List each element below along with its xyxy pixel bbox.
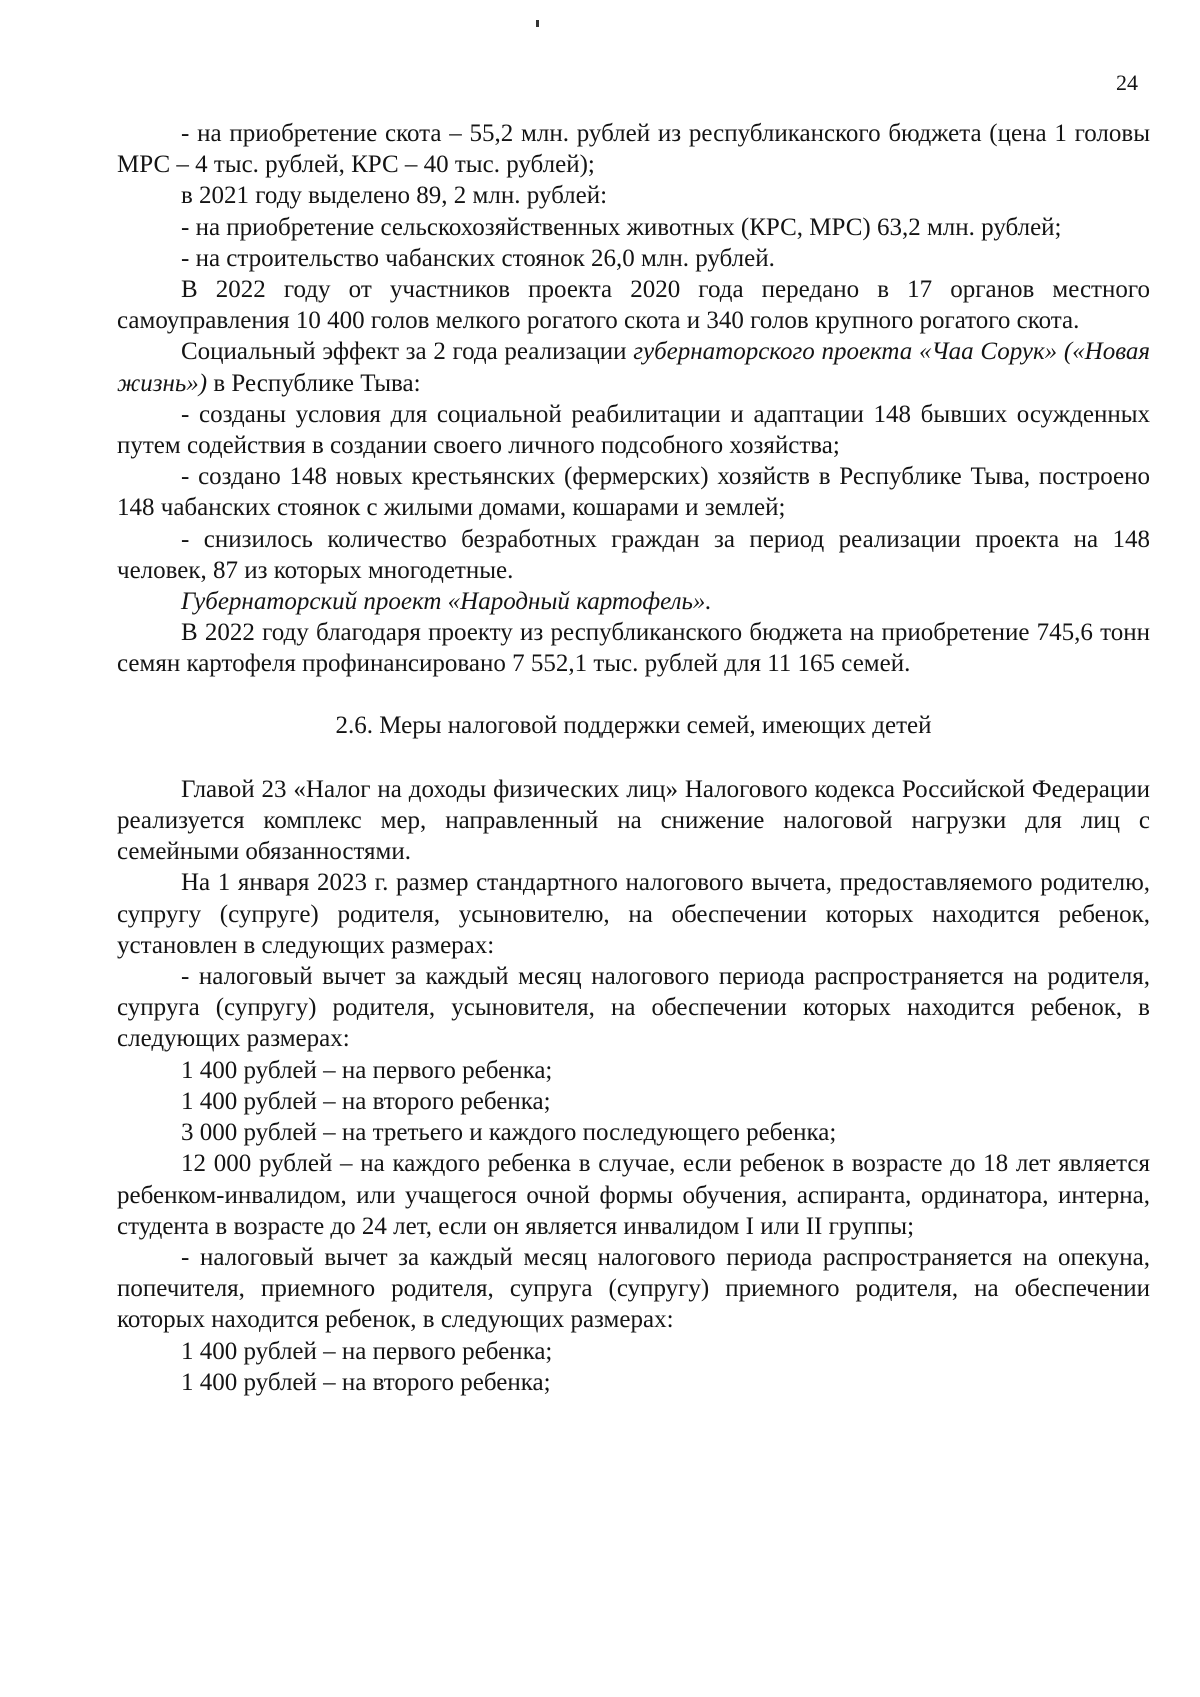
paragraph: В 2022 году благодаря проекту из республиканского бюджета на приобретение 745,6 тонн семян картофеля профинансировано 7 552,1 тыс. рублей для 11 165 семей.: [117, 619, 1150, 678]
paragraph: В 2022 году от участников проекта 2020 года передано в 17 органов местного самоуправления 10 400 голов мелкого рогатого скота и 340 голов крупного рогатого скота.: [117, 276, 1150, 335]
social-effect-lead: Социальный эффект за 2 года реализации: [181, 338, 634, 366]
social-effect-paragraph: [117, 336, 1150, 398]
social-effect-tail: в Республике Тыва:: [207, 369, 421, 397]
page-number: 24: [1116, 70, 1138, 95]
paragraph: Главой 23 «Налог на доходы физических лиц» Налогового кодекса Российской Федерации реализуется комплекс мер, направленный на снижение налоговой нагрузки для лиц с семейными обязанностями.: [117, 775, 1150, 866]
list-item: 1 400 рублей – на второго ребенка;: [181, 1087, 551, 1115]
scan-mark: [536, 20, 539, 27]
section-heading: 2.6. Меры налоговой поддержки семей, имеющих детей: [335, 711, 932, 739]
paragraph: в 2021 году выделено 89, 2 млн. рублей:: [181, 182, 608, 210]
paragraph: - созданы условия для социальной реабилитации и адаптации 148 бывших осужденных путем содействия в создании своего личного подсобного хозяйства;: [117, 400, 1150, 460]
document-body: [117, 118, 1150, 1398]
list-item: 1 400 рублей – на первого ребенка;: [181, 1337, 553, 1365]
paragraph: - создано 148 новых крестьянских (фермерских) хозяйств в Республике Тыва, построено 148 чабанских стоянок с жилыми домами, кошарами и землей;: [117, 463, 1150, 522]
paragraph: - на приобретение скота – 55,2 млн. рублей из республиканского бюджета (цена 1 головы МРС – 4 тыс. рублей, КРС – 40 тыс. рублей);: [117, 120, 1150, 179]
paragraph: - снизилось количество безработных граждан за период реализации проекта на 148 человек, 87 из которых многодетные.: [117, 525, 1150, 584]
list-item: 12 000 рублей – на каждого ребенка в случае, если ребенок в возрасте до 18 лет является ребенком-инвалидом, или учащегося очной формы обучения, аспиранта, ординатора, интерна, студента в возрасте до 24 лет, если он является инвалидом I или II группы;: [117, 1150, 1150, 1240]
project-name-italic: губернаторского проекта «Чаа Сорук» («Новая жизнь»): [117, 338, 1150, 397]
paragraph: - налоговый вычет за каждый месяц налогового периода распространяется на опекуна, попечителя, приемного родителя, супруга (супругу) приемного родителя, на обеспечении которых находится ребенок, в следующих размерах:: [117, 1243, 1150, 1334]
paragraph: - на строительство чабанских стоянок 26,0 млн. рублей.: [181, 244, 775, 272]
list-item: 1 400 рублей – на второго ребенка;: [181, 1368, 551, 1396]
potato-project-title: Губернаторский проект «Народный картофель».: [181, 588, 712, 616]
list-item: 1 400 рублей – на первого ребенка;: [181, 1056, 553, 1084]
paragraph: - налоговый вычет за каждый месяц налогового периода распространяется на родителя, супруга (супругу) родителя, усыновителя, на обеспечении которых находится ребенок, в следующих размерах:: [117, 963, 1150, 1053]
list-item: 3 000 рублей – на третьего и каждого последующего ребенка;: [181, 1119, 837, 1147]
paragraph: На 1 января 2023 г. размер стандартного налогового вычета, предоставляемого родителю, супругу (супруге) родителя, усыновителю, на обеспечении которых находится ребенок, установлен в следующих размерах:: [117, 869, 1150, 959]
paragraph: - на приобретение сельскохозяйственных животных (КРС, МРС) 63,2 млн. рублей;: [181, 213, 1062, 241]
